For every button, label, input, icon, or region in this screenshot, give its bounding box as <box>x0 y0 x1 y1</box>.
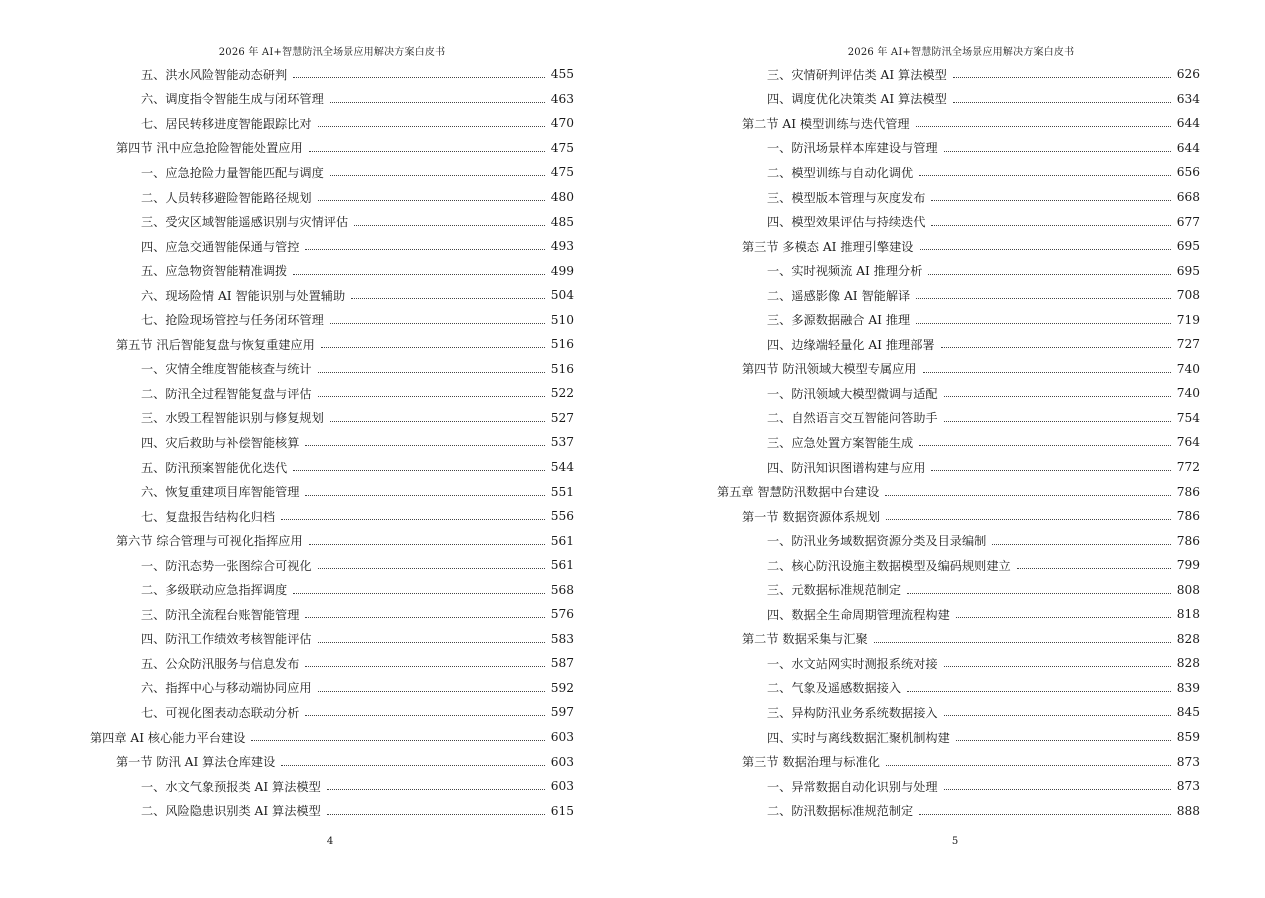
page-number: 5 <box>951 836 959 847</box>
toc-entry-item[interactable] <box>0 381 574 406</box>
toc-entry-item[interactable] <box>0 553 574 578</box>
dot-leader <box>309 543 545 545</box>
dot-leader <box>916 297 1170 299</box>
toc-entry-label: 第五章 智慧防汛数据中台建设 <box>717 485 880 500</box>
toc-entry-item[interactable] <box>632 676 1200 701</box>
toc-entry-page: 504 <box>550 288 574 303</box>
toc-entry-page: 510 <box>550 312 574 327</box>
toc-entry-page: 644 <box>1176 116 1200 131</box>
dot-leader <box>305 714 544 716</box>
toc-entry-label: 七、抢险现场管控与任务闭环管理 <box>141 313 324 328</box>
toc-entry-label: 二、气象及遥感数据接入 <box>767 681 902 696</box>
toc-entry-chapter[interactable] <box>0 725 574 750</box>
dot-leader <box>293 592 544 594</box>
toc-entry-label: 第三节 数据治理与标准化 <box>742 755 880 770</box>
toc-entry-label: 二、防汛全过程智能复盘与评估 <box>141 386 312 401</box>
toc-entry-item[interactable] <box>632 577 1200 602</box>
dot-leader <box>318 395 545 397</box>
dot-leader <box>907 592 1171 594</box>
toc-entry-label: 三、多源数据融合 AI 推理 <box>767 313 911 328</box>
toc-entry-page: 603 <box>550 730 574 745</box>
dot-leader <box>928 273 1170 275</box>
dot-leader <box>251 739 544 741</box>
dot-leader <box>327 788 545 790</box>
toc-entry-item[interactable] <box>0 700 574 725</box>
dot-leader <box>885 494 1170 496</box>
dot-leader <box>293 469 544 471</box>
toc-entry-label: 四、边缘端轻量化 AI 推理部署 <box>767 337 935 352</box>
toc-entry-label: 三、水毁工程智能识别与修复规划 <box>141 411 324 426</box>
toc-entry-item[interactable] <box>632 307 1200 332</box>
toc-entry-label: 一、防汛场景样本库建设与管理 <box>767 141 938 156</box>
toc-entry-page: 470 <box>550 116 574 131</box>
toc-entry-page: 786 <box>1176 533 1200 548</box>
toc-entry-item[interactable] <box>0 627 574 652</box>
toc-entry-page: 516 <box>550 361 574 376</box>
toc-entry-label: 第五节 汛后智能复盘与恢复重建应用 <box>116 337 315 352</box>
dot-leader <box>919 813 1170 815</box>
dot-leader <box>874 641 1171 643</box>
dot-leader <box>305 248 544 250</box>
toc-entry-section[interactable] <box>632 111 1200 136</box>
toc-entry-label: 七、可视化图表动态联动分析 <box>141 705 300 720</box>
toc-entry-item[interactable] <box>632 185 1200 210</box>
toc-entry-item[interactable] <box>632 455 1200 480</box>
dot-leader <box>916 322 1170 324</box>
toc-entry-item[interactable] <box>632 700 1200 725</box>
toc-entry-item[interactable] <box>632 651 1200 676</box>
toc-entry-page: 786 <box>1176 509 1200 524</box>
dot-leader <box>293 76 544 78</box>
table-of-contents <box>632 62 1200 823</box>
toc-entry-page: 499 <box>550 263 574 278</box>
toc-entry-item[interactable] <box>0 774 574 799</box>
toc-entry-item[interactable] <box>0 577 574 602</box>
toc-entry-label: 四、模型效果评估与持续迭代 <box>767 215 926 230</box>
toc-entry-label: 三、应急处置方案智能生成 <box>767 435 914 450</box>
toc-entry-page: 527 <box>550 410 574 425</box>
toc-entry-label: 四、数据全生命周期管理流程构建 <box>767 607 950 622</box>
dot-leader <box>305 444 544 446</box>
page-header: 2026 年 AI+智慧防汛全场景应用解决方案白皮书 <box>847 47 1075 58</box>
toc-entry-item[interactable] <box>632 62 1200 87</box>
toc-entry-item[interactable] <box>0 676 574 701</box>
dot-leader <box>916 125 1171 127</box>
toc-entry-page: 626 <box>1176 67 1200 82</box>
toc-entry-page: 587 <box>550 656 574 671</box>
dot-leader <box>351 297 545 299</box>
dot-leader <box>944 395 1171 397</box>
toc-entry-item[interactable] <box>0 406 574 431</box>
toc-entry-page: 873 <box>1176 779 1200 794</box>
dot-leader <box>944 714 1171 716</box>
toc-entry-page: 475 <box>550 140 574 155</box>
toc-entry-page: 568 <box>550 582 574 597</box>
toc-entry-page: 615 <box>550 803 574 818</box>
toc-entry-label: 四、实时与离线数据汇聚机制构建 <box>767 730 950 745</box>
toc-entry-page: 695 <box>1176 239 1200 254</box>
toc-entry-section[interactable] <box>0 136 574 161</box>
dot-leader <box>318 690 545 692</box>
dot-leader <box>281 518 545 520</box>
dot-leader <box>886 518 1171 520</box>
toc-entry-item[interactable] <box>0 87 574 112</box>
toc-entry-item[interactable] <box>0 651 574 676</box>
toc-entry-page: 576 <box>550 607 574 622</box>
toc-entry-section[interactable] <box>632 749 1200 774</box>
toc-entry-item[interactable] <box>632 725 1200 750</box>
dot-leader <box>318 567 545 569</box>
toc-entry-label: 二、人员转移避险智能路径规划 <box>141 190 312 205</box>
dot-leader <box>886 764 1171 766</box>
toc-entry-item[interactable] <box>0 258 574 283</box>
toc-entry-page: 859 <box>1176 730 1200 745</box>
toc-entry-item[interactable] <box>0 62 574 87</box>
toc-entry-item[interactable] <box>0 798 574 823</box>
dot-leader <box>321 346 545 348</box>
toc-entry-page: 828 <box>1176 656 1200 671</box>
toc-entry-item[interactable] <box>0 357 574 382</box>
toc-entry-chapter[interactable] <box>632 479 1200 504</box>
dot-leader <box>330 420 545 422</box>
toc-entry-page: 480 <box>550 190 574 204</box>
dot-leader <box>944 420 1171 422</box>
toc-entry-item[interactable] <box>632 258 1200 283</box>
toc-entry-page: 537 <box>550 435 574 450</box>
toc-entry-label: 七、居民转移进度智能跟踪比对 <box>141 116 312 131</box>
toc-entry-page: 839 <box>1176 680 1200 695</box>
dot-leader <box>293 273 544 275</box>
dot-leader <box>944 788 1171 790</box>
toc-entry-page: 603 <box>550 754 574 769</box>
toc-entry-label: 一、防汛态势一张图综合可视化 <box>141 558 312 573</box>
toc-entry-label: 第二节 AI 模型训练与迭代管理 <box>742 116 910 131</box>
toc-entry-page: 516 <box>550 337 574 352</box>
toc-entry-label: 一、水文站网实时测报系统对接 <box>767 656 938 671</box>
toc-entry-label: 三、元数据标准规范制定 <box>767 583 902 598</box>
toc-entry-page: 764 <box>1176 435 1200 450</box>
dot-leader <box>956 616 1171 618</box>
toc-entry-page: 740 <box>1176 386 1200 401</box>
toc-entry-item[interactable] <box>0 307 574 332</box>
toc-entry-page: 634 <box>1176 91 1200 106</box>
dot-leader <box>318 125 545 127</box>
toc-entry-label: 第二节 数据采集与汇聚 <box>742 632 868 647</box>
toc-entry-label: 五、防汛预案智能优化迭代 <box>141 460 288 475</box>
toc-entry-label: 四、防汛知识图谱构建与应用 <box>767 460 926 475</box>
toc-entry-section[interactable] <box>632 627 1200 652</box>
toc-entry-label: 一、防汛领域大模型微调与适配 <box>767 386 938 401</box>
toc-entry-label: 第四节 汛中应急抢险智能处置应用 <box>116 141 303 156</box>
toc-entry-label: 一、异常数据自动化识别与处理 <box>767 779 938 794</box>
toc-entry-page: 677 <box>1176 214 1200 229</box>
dot-leader <box>941 346 1171 348</box>
dot-leader <box>1017 567 1171 569</box>
right-page <box>632 0 1265 898</box>
toc-entry-item[interactable] <box>632 553 1200 578</box>
toc-entry-label: 一、水文气象预报类 AI 算法模型 <box>141 779 321 794</box>
toc-entry-label: 第一节 防汛 AI 算法仓库建设 <box>116 755 276 770</box>
toc-entry-item[interactable] <box>632 406 1200 431</box>
toc-entry-item[interactable] <box>632 381 1200 406</box>
toc-entry-label: 六、指挥中心与移动端协同应用 <box>141 681 312 696</box>
toc-entry-page: 668 <box>1176 190 1200 204</box>
toc-entry-section[interactable] <box>632 234 1200 259</box>
dot-leader <box>327 813 545 815</box>
toc-entry-section[interactable] <box>632 357 1200 382</box>
dot-leader <box>944 665 1171 667</box>
toc-entry-item[interactable] <box>0 430 574 455</box>
toc-entry-page: 828 <box>1176 631 1200 646</box>
toc-entry-page: 592 <box>550 680 574 695</box>
toc-entry-page: 772 <box>1176 460 1200 475</box>
left-page <box>0 0 632 898</box>
toc-entry-section[interactable] <box>0 528 574 553</box>
dot-leader <box>318 199 545 201</box>
toc-entry-label: 第一节 数据资源体系规划 <box>742 509 880 524</box>
dot-leader <box>309 150 545 152</box>
toc-entry-item[interactable] <box>0 479 574 504</box>
dot-leader <box>330 322 545 324</box>
toc-entry-page: 556 <box>550 509 574 524</box>
toc-entry-page: 754 <box>1176 410 1200 425</box>
dot-leader <box>318 641 545 643</box>
toc-entry-label: 二、遥感影像 AI 智能解译 <box>767 288 911 303</box>
toc-entry-label: 五、洪水风险智能动态研判 <box>141 67 288 82</box>
dot-leader <box>944 150 1171 152</box>
toc-entry-page: 597 <box>550 705 574 720</box>
toc-entry-page: 708 <box>1176 288 1200 303</box>
toc-entry-label: 二、多级联动应急指挥调度 <box>141 583 288 598</box>
toc-entry-label: 二、核心防汛设施主数据模型及编码规则建立 <box>767 558 1011 573</box>
toc-entry-label: 一、防汛业务域数据资源分类及目录编制 <box>767 534 987 549</box>
toc-entry-page: 786 <box>1176 484 1200 499</box>
toc-entry-section[interactable] <box>0 749 574 774</box>
toc-entry-page: 845 <box>1176 705 1200 720</box>
toc-entry-page: 818 <box>1176 607 1200 622</box>
dot-leader <box>305 665 544 667</box>
toc-entry-page: 455 <box>550 67 574 82</box>
toc-entry-section[interactable] <box>632 504 1200 529</box>
dot-leader <box>920 248 1171 250</box>
toc-entry-section[interactable] <box>0 332 574 357</box>
dot-leader <box>931 224 1170 226</box>
toc-entry-page: 583 <box>550 631 574 646</box>
table-of-contents <box>0 62 574 823</box>
toc-entry-item[interactable] <box>632 209 1200 234</box>
toc-entry-item[interactable] <box>0 504 574 529</box>
toc-entry-item[interactable] <box>632 430 1200 455</box>
dot-leader <box>923 371 1171 373</box>
toc-entry-page: 561 <box>550 533 574 548</box>
page-header: 2026 年 AI+智慧防汛全场景应用解决方案白皮书 <box>218 47 446 58</box>
toc-entry-page: 561 <box>550 558 574 573</box>
toc-entry-label: 五、公众防汛服务与信息发布 <box>141 656 300 671</box>
toc-entry-label: 二、模型训练与自动化调优 <box>767 165 914 180</box>
toc-entry-page: 656 <box>1176 165 1200 180</box>
toc-entry-page: 799 <box>1176 558 1200 573</box>
toc-entry-item[interactable] <box>0 602 574 627</box>
toc-entry-label: 第四章 AI 核心能力平台建设 <box>90 730 246 745</box>
toc-entry-label: 第四节 防汛领域大模型专属应用 <box>742 362 917 377</box>
dot-leader <box>907 690 1171 692</box>
toc-entry-label: 四、调度优化决策类 AI 算法模型 <box>767 92 947 107</box>
dot-leader <box>305 616 544 618</box>
toc-entry-page: 740 <box>1176 361 1200 376</box>
dot-leader <box>919 174 1170 176</box>
toc-entry-label: 二、自然语言交互智能问答助手 <box>767 411 938 426</box>
dot-leader <box>354 224 545 226</box>
toc-entry-label: 六、调度指令智能生成与闭环管理 <box>141 92 324 107</box>
toc-entry-item[interactable] <box>632 774 1200 799</box>
toc-entry-label: 一、应急抢险力量智能匹配与调度 <box>141 165 324 180</box>
toc-entry-item[interactable] <box>0 455 574 480</box>
toc-entry-label: 六、恢复重建项目库智能管理 <box>141 485 300 500</box>
toc-entry-label: 六、现场险情 AI 智能识别与处置辅助 <box>141 288 346 303</box>
toc-entry-page: 463 <box>550 91 574 106</box>
toc-entry-label: 七、复盘报告结构化归档 <box>141 509 276 524</box>
toc-entry-label: 四、应急交通智能保通与管控 <box>141 239 300 254</box>
toc-entry-page: 695 <box>1176 263 1200 278</box>
toc-entry-label: 二、风险隐患识别类 AI 算法模型 <box>141 804 321 819</box>
toc-entry-item[interactable] <box>632 160 1200 185</box>
toc-entry-page: 544 <box>550 460 574 475</box>
toc-entry-label: 二、防汛数据标准规范制定 <box>767 804 914 819</box>
toc-entry-item[interactable] <box>632 528 1200 553</box>
toc-entry-page: 551 <box>550 484 574 499</box>
toc-entry-item[interactable] <box>0 111 574 136</box>
dot-leader <box>305 494 544 496</box>
toc-entry-item[interactable] <box>632 87 1200 112</box>
toc-entry-label: 一、实时视频流 AI 推理分析 <box>767 264 923 279</box>
dot-leader <box>992 543 1170 545</box>
toc-entry-item[interactable] <box>632 136 1200 161</box>
dot-leader <box>931 199 1170 201</box>
toc-entry-label: 四、防汛工作绩效考核智能评估 <box>141 632 312 647</box>
toc-entry-label: 三、异构防汛业务系统数据接入 <box>767 705 938 720</box>
toc-entry-label: 一、灾情全维度智能核查与统计 <box>141 362 312 377</box>
toc-entry-label: 五、应急物资智能精准调拨 <box>141 264 288 279</box>
toc-entry-page: 644 <box>1176 140 1200 155</box>
toc-entry-page: 603 <box>550 779 574 794</box>
toc-entry-page: 522 <box>550 386 574 401</box>
dot-leader <box>919 444 1170 446</box>
toc-entry-label: 三、受灾区域智能遥感识别与灾情评估 <box>141 215 349 230</box>
dot-leader <box>956 739 1171 741</box>
toc-entry-label: 第三节 多模态 AI 推理引擎建设 <box>742 239 914 254</box>
dot-leader <box>953 101 1171 103</box>
toc-entry-page: 808 <box>1176 582 1200 597</box>
dot-leader <box>953 76 1171 78</box>
toc-entry-label: 三、防汛全流程台账智能管理 <box>141 607 300 622</box>
dot-leader <box>281 764 544 766</box>
toc-entry-page: 493 <box>550 239 574 254</box>
toc-entry-item[interactable] <box>0 160 574 185</box>
toc-entry-label: 第六节 综合管理与可视化指挥应用 <box>116 534 303 549</box>
toc-entry-page: 475 <box>550 165 574 180</box>
toc-entry-label: 三、灾情研判评估类 AI 算法模型 <box>767 67 947 82</box>
toc-entry-item[interactable] <box>632 332 1200 357</box>
toc-entry-item[interactable] <box>0 185 574 210</box>
toc-entry-page: 719 <box>1176 312 1200 327</box>
page-number: 4 <box>326 836 334 847</box>
toc-entry-label: 三、模型版本管理与灰度发布 <box>767 190 926 205</box>
dot-leader <box>330 101 545 103</box>
toc-entry-page: 727 <box>1176 337 1200 352</box>
toc-entry-item[interactable] <box>632 283 1200 308</box>
toc-entry-item[interactable] <box>0 209 574 234</box>
toc-entry-label: 四、灾后救助与补偿智能核算 <box>141 435 300 450</box>
toc-entry-item[interactable] <box>632 602 1200 627</box>
dot-leader <box>318 371 545 373</box>
toc-entry-item[interactable] <box>0 234 574 259</box>
toc-entry-item[interactable] <box>632 798 1200 823</box>
dot-leader <box>330 174 545 176</box>
toc-entry-page: 485 <box>550 214 574 229</box>
toc-entry-page: 873 <box>1176 754 1200 769</box>
toc-entry-page: 888 <box>1176 803 1200 818</box>
toc-entry-item[interactable] <box>0 283 574 308</box>
dot-leader <box>931 469 1170 471</box>
